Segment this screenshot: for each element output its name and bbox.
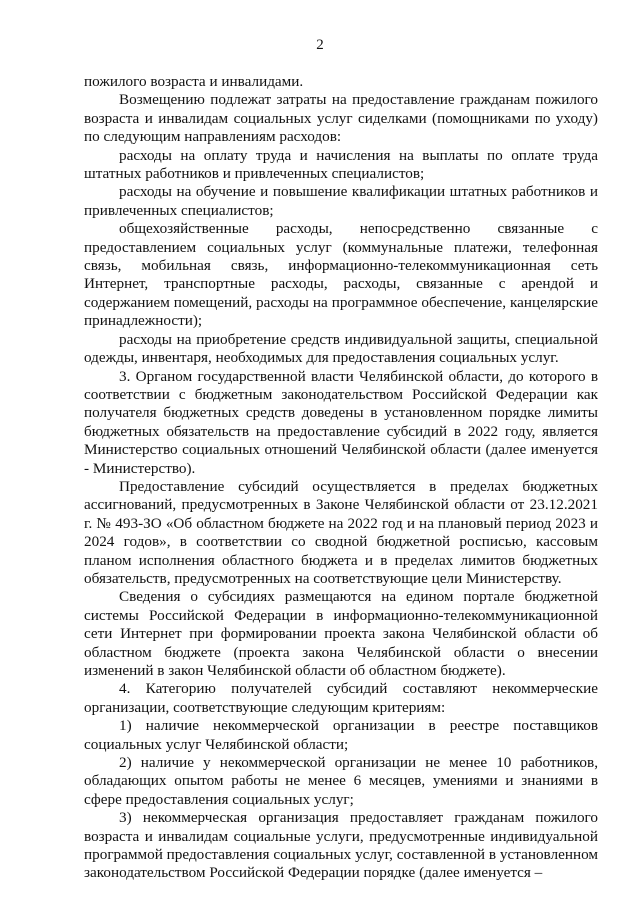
paragraph: расходы на приобретение средств индивидуальной защиты, специальной одежды, инвентаря, необходимых для предоставления социальных услуг. [84, 330, 598, 367]
list-item: 1) наличие некоммерческой организации в реестре поставщиков социальных услуг Челябинской области; [84, 717, 598, 753]
document-body [84, 73, 598, 883]
paragraph: 4. Категорию получателей субсидий составляют некоммерческие организации, соответствующие следующим критериям: [84, 680, 598, 716]
paragraph: расходы на оплату труда и начисления на выплаты по оплате труда штатных работников и привлеченных специалистов; [84, 146, 598, 183]
list-item: 3) некоммерческая организация предоставляет гражданам пожилого возраста и инвалидам социальные услуги, предусмотренные индивидуальной программой предоставления социальных услуг, составленной в установленном законодательством Российской Федерации порядке (далее именуется – [84, 809, 598, 882]
list-item: 2) наличие у некоммерческой организации не менее 10 работников, обладающих опытом работы не менее 6 месяцев, умениями и знаниями в сфере предоставления социальных услуг; [84, 754, 598, 808]
paragraph: Сведения о субсидиях размещаются на едином портале бюджетной системы Российской Федерации в информационно-телекоммуникационной сети Интернет при формировании проекта закона Челябинской области об областном бюджете (проекта закона Челябинской области о внесении изменений в закон Челябинской области об областном бюджете). [84, 588, 598, 679]
paragraph: расходы на обучение и повышение квалификации штатных работников и привлеченных специалистов; [84, 183, 598, 219]
paragraph: пожилого возраста и инвалидами. [84, 73, 304, 90]
paragraph: общехозяйственные расходы, непосредственно связанные с предоставлением социальных услуг (коммунальные платежи, телефонная связь, мобильная связь, информационно-телекоммуникационная сеть Интернет, транспортные расходы, расходы, связанные с арендой и содержанием помещений, расходы на программное обеспечение, канцелярские принадлежности); [84, 220, 598, 330]
paragraph: 3. Органом государственной власти Челябинской области, до которого в соответствии с бюджетным законодательством Российской Федерации как получателя бюджетных средств доведены в установленном порядке лимиты бюджетных обязательств на предоставление субсидий в 2022 году, является Министерство социальных отношений Челябинской области (далее именуется - Министерство). [84, 367, 598, 477]
paragraph: Возмещению подлежат затраты на предоставление гражданам пожилого возраста и инвалидам социальных услуг сиделками (помощниками по уходу) по следующим направлениям расходов: [84, 91, 598, 146]
page-number: 2 [316, 37, 324, 53]
paragraph: Предоставление субсидий осуществляется в пределах бюджетных ассигнований, предусмотренных в Законе Челябинской области от 23.12.2021 г. № 493-ЗО «Об областном бюджете на 2022 год и на плановый период 2023 и 2024 годов», в соответствии со сводной бюджетной росписью, кассовым планом исполнения областного бюджета и в пределах лимитов бюджетных обязательств, предусмотренных на соответствующие цели Министерству. [84, 477, 598, 587]
